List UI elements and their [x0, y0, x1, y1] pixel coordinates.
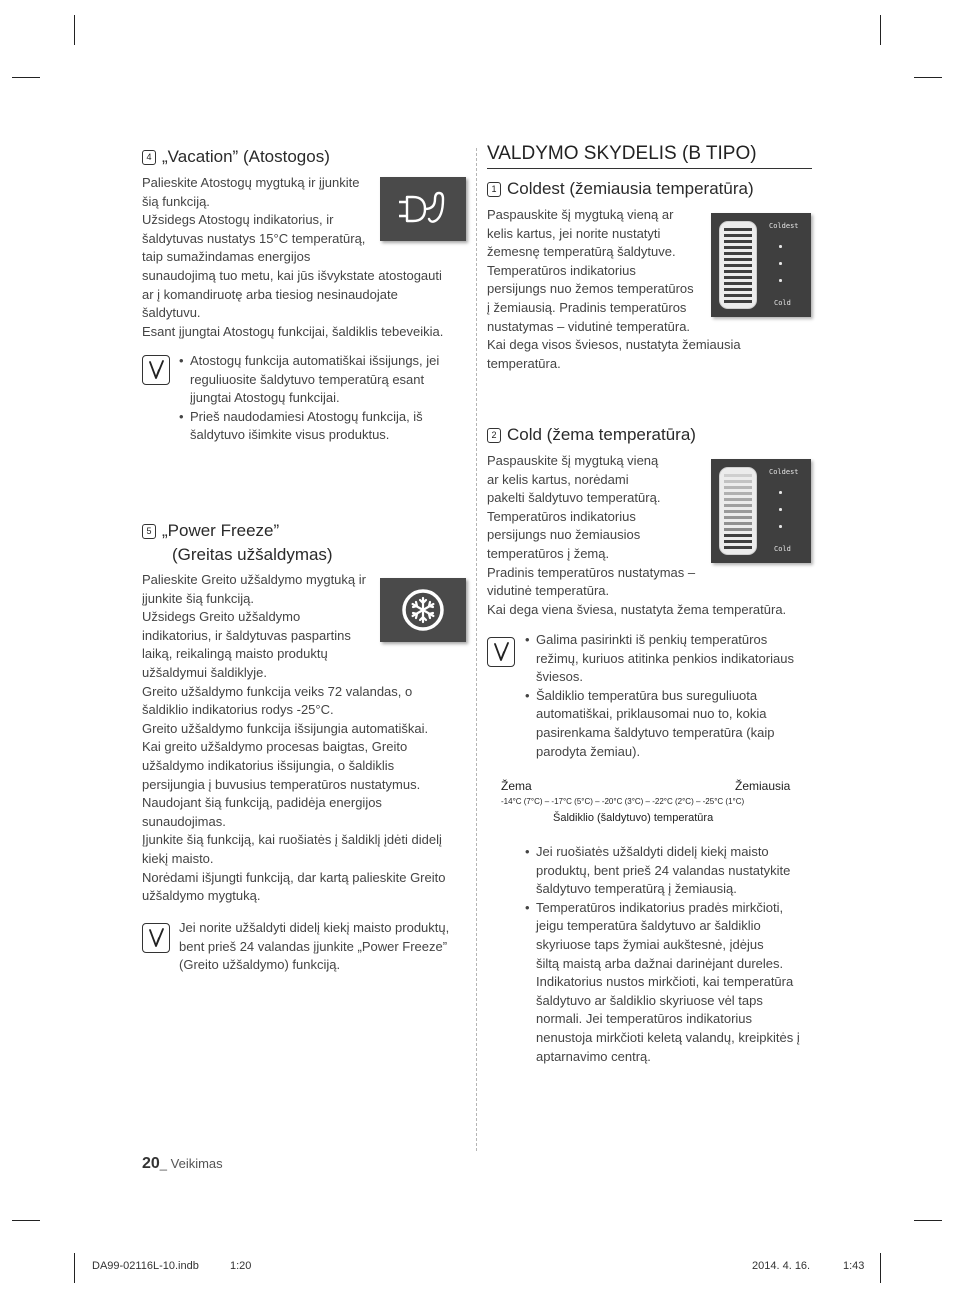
- indicator-bars: [719, 467, 757, 555]
- paragraph-line: Kai greito užšaldymo procesas baigtas, Greito: [142, 739, 408, 755]
- text-line: produktų, bent prieš 24 valandas nustatykite: [536, 862, 791, 878]
- paragraph-line: Užsidegs Greito užšaldymo: [142, 609, 301, 625]
- text-line: reguliuosite šaldytuvo temperatūrą esant: [190, 371, 425, 387]
- paragraph-line: Įjunkite šią funkciją, kai ruošiatės į šaldiklį įdėti didelį: [142, 832, 442, 848]
- paragraph-line: taip sumažindamas energijos: [142, 249, 311, 265]
- paragraph-line: Palieskite Greito užšaldymo mygtuką ir: [142, 572, 366, 587]
- paragraph-line: Temperatūros indikatorius: [487, 262, 636, 278]
- paragraph-line: Temperatūros indikatorius: [487, 508, 636, 524]
- paragraph-line: persijungs nuo žemos temperatūros: [487, 281, 694, 297]
- note-icon: [487, 637, 515, 667]
- paragraph-line: Užsidegs Atostogų indikatorius, ir: [142, 212, 334, 228]
- coldest-heading: [487, 177, 754, 201]
- paragraph-line: laiką, reikalingą maisto produktų: [142, 646, 328, 662]
- page-title: VALDYMO SKYDELIS (B TIPO): [487, 141, 812, 169]
- list-item: [525, 687, 820, 761]
- panel-label-top: Coldest: [769, 222, 799, 230]
- paragraph-line: temperatūros į žemą.: [487, 545, 610, 561]
- text-line: nenustoja mirkčioti keletą valandų, kreipkitės į: [536, 1029, 800, 1045]
- text-line: bent prieš 24 valandas įjunkite „Power Freeze”: [179, 938, 448, 954]
- paragraph-line: pakelti šaldytuvo temperatūrą.: [487, 490, 661, 506]
- list-item: [179, 352, 469, 408]
- print-file-page: 1:20: [230, 1260, 252, 1272]
- paragraph-line: Kai dega viena šviesa, nustatyta žema temperatūra.: [487, 601, 787, 617]
- crop-mark: [880, 1253, 881, 1283]
- print-file-name: DA99-02116L-10.indb: [92, 1260, 199, 1272]
- text-line: pasirenkama šaldytuvo temperatūra (kaip: [536, 724, 775, 740]
- section-number: 4: [142, 150, 156, 165]
- power-freeze-button-image: [380, 578, 466, 642]
- paragraph-line: Norėdami išjungti funkciją, dar kartą palieskite Greito: [142, 869, 446, 885]
- text-line: šiltą maistą arba dažnai darinėjant dureles.: [536, 955, 784, 971]
- crop-mark: [12, 77, 40, 78]
- column-divider: [476, 148, 477, 1151]
- paragraph-line: užšaldymui šaldiklyje.: [142, 664, 267, 680]
- note-icon: [142, 923, 170, 953]
- indicator-bars: [719, 221, 757, 309]
- plug-icon: [395, 189, 451, 229]
- indicator-dot: [779, 245, 782, 248]
- paragraph-line: Paspauskite šį mygtuką vieną ar: [487, 207, 674, 222]
- paragraph-line: šią funkciją.: [142, 193, 210, 209]
- paragraph-line: šaldytuvas nustatys 15°C temperatūrą,: [142, 230, 366, 246]
- paragraph-line: Greito užšaldymo funkcija išsijungia automatiškai.: [142, 720, 429, 736]
- paragraph-line: Esant įjungtai Atostogų funkcijai, šaldiklis tebeveikia.: [142, 323, 444, 339]
- cold-panel-image: [711, 459, 811, 563]
- text-line: Jei norite užšaldyti didelį kiekį maisto produktų,: [179, 920, 450, 935]
- paragraph-line: ar į komandiruotę arba tiesiog nesinaudojate: [142, 286, 398, 302]
- paragraph-line: persijungia į buvusius temperatūros nustatymus.: [142, 776, 421, 792]
- cold-heading: [487, 423, 696, 447]
- list-item: [525, 843, 820, 899]
- paragraph-line: užšaldymo mygtuką.: [142, 888, 261, 904]
- indicator-dot: [779, 525, 782, 528]
- text-line: šaldytuvo temperatūrą į žemiausią.: [536, 881, 737, 897]
- crop-mark: [12, 1220, 40, 1221]
- paragraph-line: šaldytuvu.: [142, 305, 201, 321]
- crop-mark: [74, 15, 75, 45]
- list-item: [525, 631, 820, 687]
- panel-label-bottom: Cold: [774, 299, 791, 307]
- text-line: • Prieš naudodamiesi Atostogų funkcija, iš: [190, 408, 423, 424]
- text-line: skyriuose taps žymiai aukštesnė, įdėjus: [536, 936, 764, 952]
- coldest-panel-image: [711, 213, 811, 317]
- text-line: įjungtai Atostogų funkcijai.: [190, 390, 340, 406]
- paragraph-line: Kai dega visos šviesos, nustatyta žemiausia: [487, 337, 741, 353]
- indicator-dot: [779, 262, 782, 265]
- text-line: aptarnavimo centrą.: [536, 1048, 651, 1064]
- paragraph-line: Greito užšaldymo funkcija veiks 72 valandas, o: [142, 683, 413, 699]
- control-notes-b: [525, 843, 820, 1066]
- paragraph-line: šaldiklio indikatorius rodys -25°C.: [142, 702, 334, 718]
- text-line: • Galima pasirinkti iš penkių temperatūros: [536, 632, 768, 647]
- text-line: • Šaldiklio temperatūra bus sureguliuota: [536, 687, 758, 703]
- text-line: normali. Jei temperatūros indikatorius: [536, 1011, 753, 1027]
- paragraph-line: žemesnę temperatūrą šaldytuve.: [487, 244, 676, 260]
- text-line: šviesos.: [536, 669, 583, 685]
- scale-left-label: Žema: [501, 779, 532, 793]
- heading-text: (Greitas užšaldymas): [172, 545, 333, 564]
- panel-label-top: Coldest: [769, 468, 799, 476]
- text-line: (Greito užšaldymo) funkciją.: [179, 957, 341, 973]
- paragraph-line: kelis kartus, jei norite nustatyti: [487, 225, 661, 241]
- heading-text: Cold (žema temperatūra): [507, 425, 696, 444]
- paragraph-line: užšaldymo indikatorius išsijungia, o šaldiklis: [142, 757, 395, 773]
- page-footer: [142, 1155, 223, 1173]
- page-number: 20: [142, 1155, 160, 1172]
- vacation-button-image: [380, 177, 466, 241]
- paragraph-line: į žemiausią. Pradinis temperatūros: [487, 299, 687, 315]
- section-number: 2: [487, 428, 501, 443]
- list-item: [525, 899, 820, 1066]
- text-line: automatiškai, priklausomai nuo to, kokia: [536, 706, 767, 722]
- section-number: 5: [142, 524, 156, 539]
- vacation-heading: [142, 145, 330, 169]
- temperature-scale: -14°C (7°C) – -17°C (5°C) – -20°C (3°C) – -22°C (2°C) – -25°C (1°C): [501, 797, 745, 806]
- paragraph-line: Naudojant šią funkciją, padidėja energijos: [142, 795, 382, 811]
- section-number: 1: [487, 182, 501, 197]
- paragraph-line: sunaudojimas.: [142, 813, 226, 829]
- panel-label-bottom: Cold: [774, 545, 791, 553]
- text-line: jeigu temperatūra šaldytuvo ar šaldiklio: [536, 918, 761, 934]
- vacation-notes: [179, 352, 469, 445]
- heading-text: „Power Freeze”: [162, 521, 280, 540]
- print-date: 2014. 4. 16.: [752, 1260, 811, 1272]
- control-notes-a: [525, 631, 820, 761]
- scale-caption: Šaldiklio (šaldytuvo) temperatūra: [553, 812, 714, 824]
- paragraph-line: indikatorius, ir šaldytuvas paspartins: [142, 627, 351, 643]
- heading-text: Coldest (žemiausia temperatūra): [507, 179, 754, 198]
- crop-mark: [74, 1253, 75, 1283]
- power-freeze-heading: [142, 519, 333, 567]
- text-line: • Jei ruošiatės užšaldyti didelį kiekį maisto: [536, 844, 769, 859]
- text-line: režimų, kuriuos atitinka penkios indikatoriaus: [536, 650, 794, 666]
- crop-mark: [914, 1220, 942, 1221]
- print-time: 1:43: [843, 1260, 865, 1272]
- text-line: • Temperatūros indikatorius pradės mirkčioti,: [536, 899, 784, 915]
- section-name: _ Veikimas: [159, 1156, 223, 1171]
- indicator-dot: [779, 491, 782, 494]
- paragraph-line: ar kelis kartus, norėdami: [487, 471, 629, 487]
- power-freeze-note: [179, 919, 474, 975]
- text-line: parodyta žemiau).: [536, 743, 641, 759]
- list-item: [179, 408, 469, 445]
- scale-right-label: Žemiausia: [735, 779, 791, 793]
- crop-mark: [914, 77, 942, 78]
- indicator-dot: [779, 508, 782, 511]
- paragraph-line: temperatūra.: [487, 355, 561, 371]
- crop-mark: [880, 15, 881, 45]
- text-line: Indikatorius nustos mirkčioti, kai temperatūra: [536, 974, 794, 990]
- paragraph-line: įjunkite šią funkciją.: [142, 590, 254, 606]
- text-line: šaldytuvo ar šaldiklio skyriuose vėl taps: [536, 992, 763, 1008]
- paragraph-line: persijungs nuo žemiausios: [487, 527, 641, 543]
- indicator-dot: [779, 279, 782, 282]
- text-line: • Atostogų funkcija automatiškai išsijungs, jei: [190, 353, 440, 368]
- text-line: šaldytuvo išimkite visus produktus.: [190, 427, 390, 443]
- paragraph-line: Paspauskite šį mygtuką vieną: [487, 453, 659, 468]
- heading-text: „Vacation” (Atostogos): [162, 147, 330, 166]
- paragraph-line: Pradinis temperatūros nustatymas –: [487, 564, 696, 580]
- paragraph-line: kiekį maisto.: [142, 850, 214, 866]
- paragraph-line: sunaudojimą tuo metu, kai jūs išvykstate atostogauti: [142, 267, 442, 283]
- paragraph-line: Palieskite Atostogų mygtuką ir įjunkite: [142, 175, 360, 190]
- paragraph-line: nustatymas – vidutinė temperatūra.: [487, 318, 691, 334]
- paragraph-line: vidutinė temperatūra.: [487, 583, 610, 599]
- snowflake-icon: [399, 586, 447, 634]
- note-icon: [142, 355, 170, 385]
